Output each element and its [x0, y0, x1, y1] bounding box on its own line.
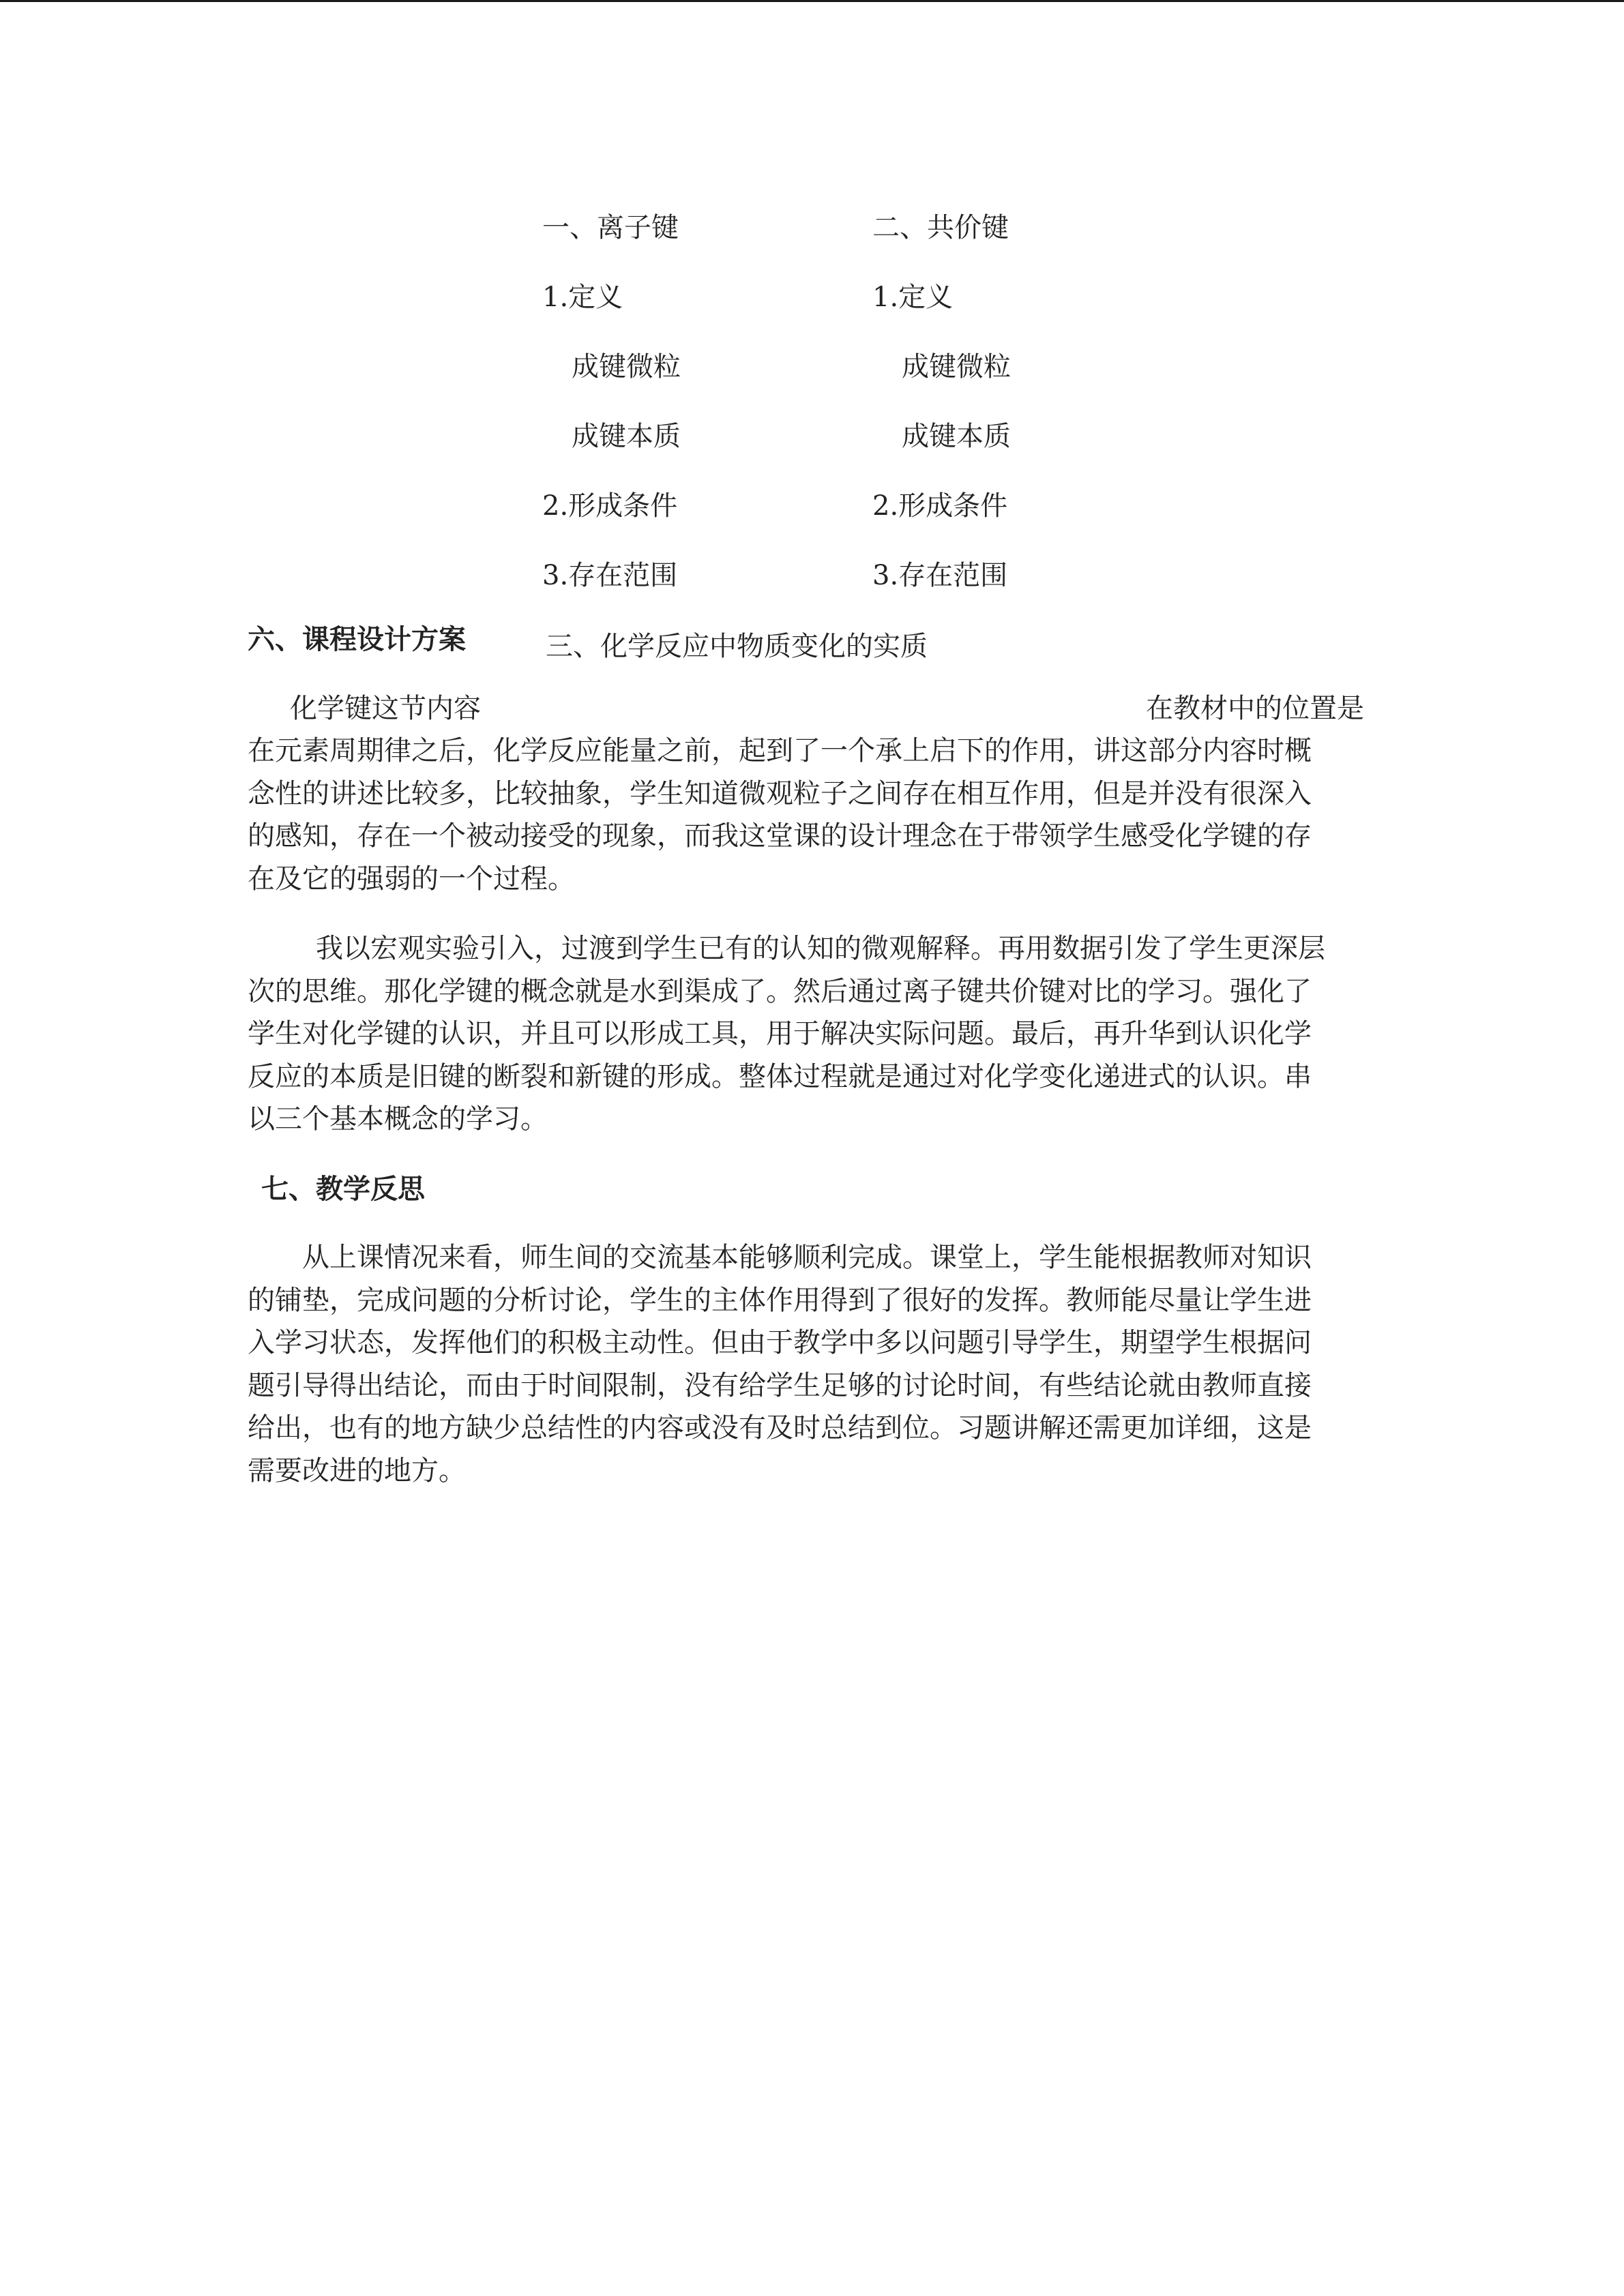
- paragraph-line: 以三个基本概念的学习。: [248, 1103, 548, 1135]
- paragraph-line: 念性的讲述比较多，比较抽象，学生知道微观粒子之间存在相互作用，但是并没有很深入: [248, 777, 1312, 809]
- section7-heading: 七、教学反思: [261, 1174, 425, 1205]
- paragraph-line: 给出，也有的地方缺少总结性的内容或没有及时总结到位。习题讲解还需更加详细，这是: [248, 1412, 1312, 1444]
- paragraph-line: 在及它的强弱的一个过程。: [248, 863, 575, 895]
- paragraph-line: 学生对化学键的认识，并且可以形成工具，用于解决实际问题。最后，再升华到认识化学: [248, 1018, 1312, 1049]
- section6-heading: 六、课程设计方案: [248, 624, 466, 655]
- ionic-essence: 成键本质: [572, 421, 681, 452]
- ionic-scope: 3.存在范围: [542, 560, 678, 591]
- paragraph-line: 次的思维。那化学键的概念就是水到渠成了。然后通过离子键共价键对比的学习。强化了: [248, 975, 1312, 1007]
- paragraph-line: 从上课情况来看，师生间的交流基本能够顺利完成。课堂上，学生能根据教师对知识: [302, 1242, 1312, 1273]
- ionic-bond-title: 一、离子键: [542, 212, 679, 243]
- ionic-condition: 2.形成条件: [542, 490, 678, 522]
- covalent-condition: 2.形成条件: [872, 490, 1008, 522]
- section7-paragraph: [248, 1236, 1373, 1492]
- ionic-particles: 成键微粒: [572, 351, 681, 383]
- paragraph-line: 题引导得出结论，而由于时间限制，没有给学生足够的讨论时间，有些结论就由教师直接: [248, 1369, 1312, 1401]
- covalent-scope: 3.存在范围: [872, 560, 1008, 591]
- covalent-particles: 成键微粒: [902, 351, 1011, 383]
- paragraph-line: 的感知，存在一个被动接受的现象，而我这堂课的设计理念在于带领学生感受化学键的存: [248, 820, 1312, 852]
- paragraph-line: 反应的本质是旧键的断裂和新键的形成。整体过程就是通过对化学变化递进式的认识。串: [248, 1060, 1312, 1092]
- paragraph-line: 需要改进的地方。: [248, 1455, 466, 1487]
- section6-paragraph1: [248, 730, 1373, 900]
- section6-p1-line1-right: 在教材中的位置是: [1146, 693, 1364, 724]
- outline-third-item: 三、化学反应中物质变化的实质: [546, 631, 928, 662]
- section6-paragraph2: [248, 927, 1373, 1141]
- paragraph-line: 在元素周期律之后，化学反应能量之前，起到了一个承上启下的作用，讲这部分内容时概: [248, 735, 1312, 766]
- covalent-essence: 成键本质: [902, 421, 1011, 452]
- paragraph-line: 入学习状态，发挥他们的积极主动性。但由于教学中多以问题引导学生，期望学生根据问: [248, 1327, 1312, 1358]
- covalent-definition: 1.定义: [872, 282, 954, 313]
- paragraph-line: 我以宏观实验引入，过渡到学生已有的认知的微观解释。再用数据引发了学生更深层: [316, 933, 1325, 964]
- paragraph-line: 的铺垫，完成问题的分析讨论，学生的主体作用得到了很好的发挥。教师能尽量让学生进: [248, 1284, 1312, 1316]
- page-top-border: [0, 0, 1624, 2]
- section6-p1-line1-left: 化学键这节内容: [290, 693, 481, 724]
- ionic-definition: 1.定义: [542, 282, 623, 313]
- covalent-bond-title: 二、共价键: [872, 212, 1009, 243]
